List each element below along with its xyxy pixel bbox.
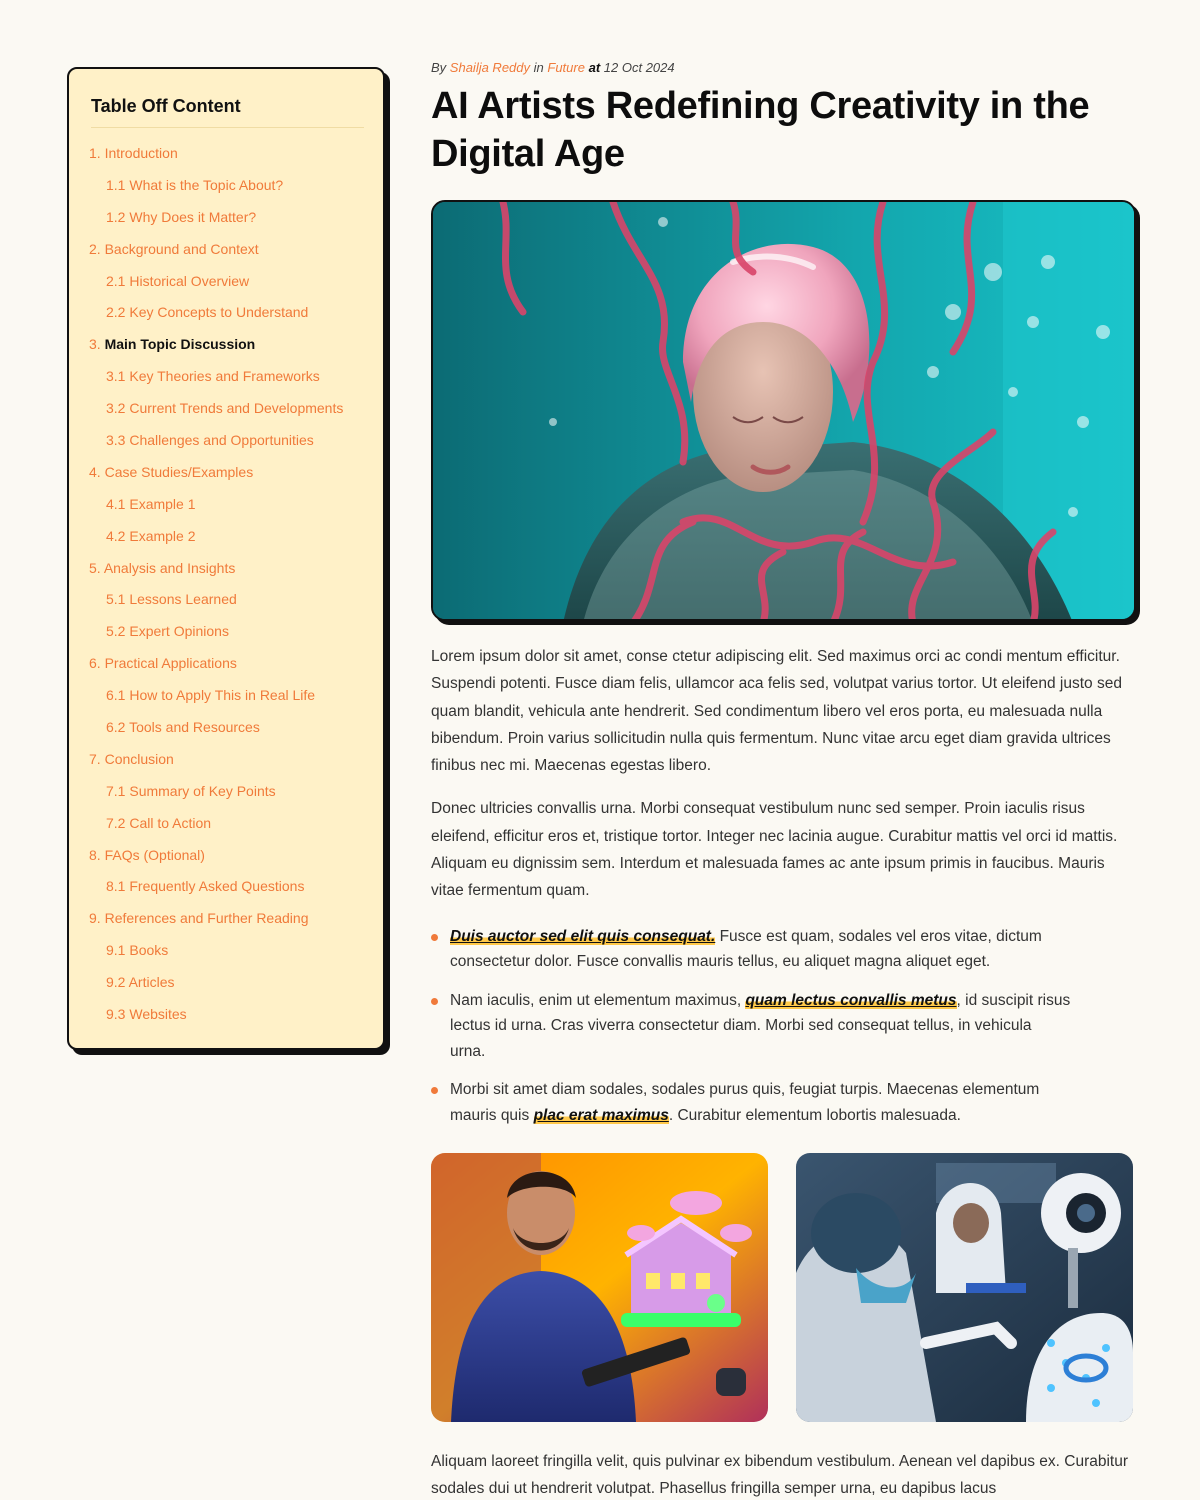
toc-number: 6.	[89, 655, 101, 672]
toc-subsection-link[interactable]	[89, 398, 363, 430]
toc-number: 1.	[89, 145, 101, 161]
toc-subsection-link[interactable]	[89, 175, 363, 207]
article-paragraph: Donec ultricies convallis urna. Morbi consequat vestibulum nunc sed semper. Proin iaculis risus eleifend, efficitur eros et, tristique tortor. Integer nec lacinia augue. Curabitur mattis vel orci id mattis. Aliquam eu dignissim sem. Interdum et malesuada fames ac ante ipsum primis in faucibus. Mauris vitae fermentum quam.	[431, 800, 1118, 900]
toc-label: 2.2 Key Concepts to Understand	[106, 304, 309, 321]
gallery-image-tablet-artist	[431, 1153, 768, 1422]
image-gallery	[431, 1153, 1136, 1422]
bullet-highlight: plac erat maximus	[533, 1106, 669, 1124]
toc-section-link[interactable]	[89, 558, 363, 590]
toc-label: 5.1 Lessons Learned	[106, 591, 237, 608]
toc-label: 4.1 Example 1	[106, 495, 196, 512]
bullet-text: , id suscipit risus lectus id urna. Cras viverra consectetur diam. Morbi sed consequat tellus, in vehicula urna.	[450, 991, 1071, 1060]
toc-subsection-link[interactable]	[89, 366, 363, 398]
toc-subsection-link[interactable]	[89, 207, 363, 239]
toc-subsection-link[interactable]	[89, 717, 363, 749]
article-paragraph: Aliquam laoreet fringilla velit, quis pulvinar ex bibendum vestibulum. Aenean vel dapibus ex. Curabitur sodales dui ut hendrerit volutpat. Phasellus fringilla semper urna, eu dapibus lacus	[431, 1453, 1129, 1498]
article-title: AI Artists Redefining Creativity in the Digital Age	[431, 85, 1090, 175]
toc-subsection-link[interactable]	[89, 1004, 363, 1036]
bullet-text: Fusce est quam, sodales vel eros vitae, dictum consectetur dolor. Fusce convallis mauris tellus, eu aliquet magna aliquet eget.	[450, 927, 1042, 971]
toc-label: 7.1 Summary of Key Points	[106, 782, 276, 799]
toc-label: 1.2 Why Does it Matter?	[106, 208, 257, 225]
toc-number: 3.	[89, 336, 101, 353]
toc-label: 2.1 Historical Overview	[106, 272, 250, 289]
bullet-item	[431, 988, 1071, 1065]
bullet-text: Nam iaculis, enim ut elementum maximus,	[450, 991, 746, 1009]
toc-title: Table Off Content	[91, 96, 364, 128]
hero-illustration	[433, 202, 1136, 621]
toc-subsection-link[interactable]	[89, 526, 363, 558]
hero-image	[431, 200, 1136, 621]
toc-number: 2.	[89, 240, 101, 257]
toc-subsection-link[interactable]	[89, 940, 363, 972]
article-paragraph: Lorem ipsum dolor sit amet, conse ctetur adipiscing elit. Sed maximus orci ac condi mentum efficitur. Suspendi potenti. Fusce diam felis, ullamcor aca felis sed, volutpat varius tortor. Ut eleifend justo sed quam blandit, vehicula ante hendrerit. Sed condimentum libero vel eros porta, eu malesuada nulla bibendum. Proin varius sollicitudin nulla quis fermentum. Nunc vitae arcu eget diam gravida ultrices finibus nec mi. Maecenas egestas libero.	[431, 648, 1122, 775]
toc-label: 4.2 Example 2	[106, 527, 196, 544]
toc-label: 9.3 Websites	[106, 1006, 187, 1023]
gallery-image-robot-lab	[796, 1153, 1133, 1422]
toc-section-link[interactable]	[89, 462, 363, 494]
toc-label: FAQs (Optional)	[104, 846, 205, 863]
toc-label: 1.1 What is the Topic About?	[106, 176, 284, 193]
toc-section-link[interactable]	[89, 334, 363, 366]
toc-label: 9.1 Books	[106, 942, 169, 959]
toc-number: 4.	[89, 463, 101, 480]
toc-label: Practical Applications	[104, 655, 237, 672]
toc-subsection-link[interactable]	[89, 430, 363, 462]
toc-subsection-link[interactable]	[89, 876, 363, 908]
bullet-item	[431, 924, 1071, 975]
article	[431, 60, 1136, 1500]
toc-label: 3.1 Key Theories and Frameworks	[106, 368, 320, 385]
toc-subsection-link[interactable]	[89, 271, 363, 303]
bullet-text: . Curabitur elementum lobortis malesuada.	[668, 1106, 961, 1124]
toc-label: 3.2 Current Trends and Developments	[106, 400, 344, 417]
robot-lab-illustration	[796, 1153, 1133, 1422]
toc-list	[89, 143, 363, 1036]
toc-number: 7.	[89, 750, 101, 767]
publish-date: 12 Oct 2024	[603, 60, 675, 75]
toc-number: 8.	[89, 846, 101, 863]
toc-number: 5.	[89, 559, 101, 576]
author-link[interactable]: Shailja Reddy	[449, 60, 531, 75]
toc-label: 5.2 Expert Opinions	[106, 623, 229, 640]
toc-label: Case Studies/Examples	[104, 463, 254, 480]
toc-label: Introduction	[104, 145, 178, 161]
toc-section-link[interactable]	[89, 239, 363, 271]
toc-label: Background and Context	[104, 240, 259, 257]
toc-label: 8.1 Frequently Asked Questions	[106, 878, 305, 895]
toc-label: References and Further Reading	[104, 910, 309, 927]
toc-subsection-link[interactable]	[89, 494, 363, 526]
toc-subsection-link[interactable]	[89, 781, 363, 813]
bullet-highlight: quam lectus convallis metus	[745, 991, 957, 1009]
toc-label: 6.1 How to Apply This in Real Life	[106, 687, 316, 704]
toc-subsection-link[interactable]	[89, 813, 363, 845]
byline	[431, 60, 1136, 75]
toc-subsection-link[interactable]	[89, 621, 363, 653]
toc-subsection-link[interactable]	[89, 972, 363, 1004]
artist-illustration	[431, 1153, 768, 1422]
toc-label: 3.3 Challenges and Opportunities	[106, 432, 314, 449]
bullet-item	[431, 1077, 1071, 1128]
byline-in: in	[533, 60, 544, 75]
toc-subsection-link[interactable]	[89, 685, 363, 717]
toc-number: 9.	[89, 910, 101, 927]
bullet-highlight: Duis auctor sed elit quis consequat.	[450, 927, 716, 945]
byline-at: at	[588, 60, 601, 75]
toc-label: Main Topic Discussion	[104, 336, 256, 353]
toc-label: Analysis and Insights	[103, 559, 236, 576]
toc-subsection-link[interactable]	[89, 589, 363, 621]
bullet-dot-icon	[431, 934, 438, 941]
toc-subsection-link[interactable]	[89, 302, 363, 334]
bullet-dot-icon	[431, 998, 438, 1005]
toc-label: 9.2 Articles	[106, 974, 175, 991]
toc-section-link[interactable]	[89, 908, 363, 940]
toc-section-link[interactable]	[89, 845, 363, 877]
table-of-contents	[67, 67, 385, 1050]
toc-label: 7.2 Call to Action	[106, 814, 212, 831]
toc-label: Conclusion	[104, 750, 174, 767]
toc-section-link[interactable]	[89, 749, 363, 781]
bullet-text: Morbi sit amet diam sodales, sodales purus quis, feugiat turpis. Maecenas elementum mauris quis	[450, 1081, 1040, 1124]
byline-by: By	[431, 60, 447, 75]
toc-section-link[interactable]	[89, 143, 363, 175]
bullet-list	[431, 924, 1136, 1129]
toc-section-link[interactable]	[89, 653, 363, 685]
category-link[interactable]: Future	[547, 60, 585, 75]
bullet-dot-icon	[431, 1087, 438, 1094]
toc-label: 6.2 Tools and Resources	[106, 719, 260, 736]
